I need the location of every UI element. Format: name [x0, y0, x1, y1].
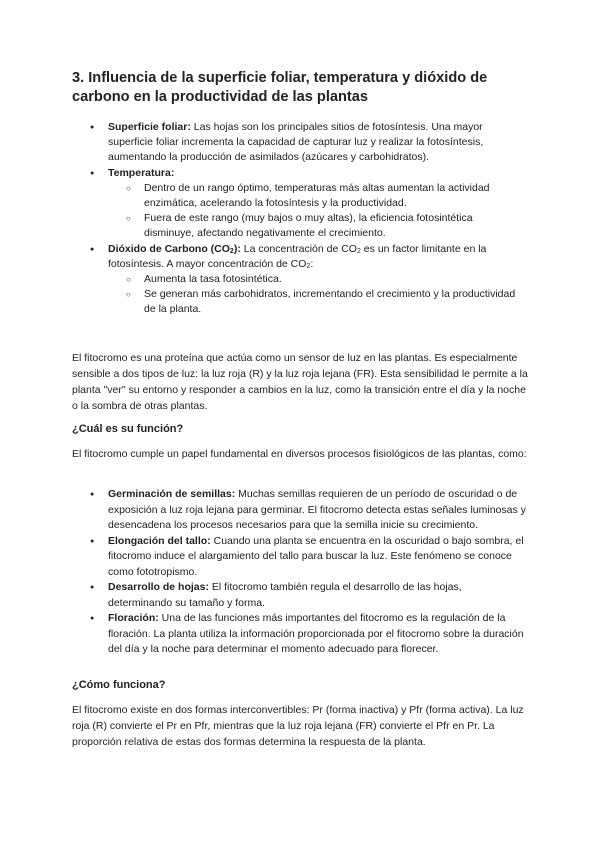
como-heading: ¿Cómo funciona?: [72, 679, 166, 691]
funciones-list: [108, 487, 528, 658]
sublist-item: ○ Aumenta la tasa fotosintética.: [144, 272, 518, 287]
term-dioxido-carbono: Dióxido de Carbono $(CO_2)$:: [108, 242, 241, 255]
fitocromo-intro: El fitocromo es una proteína que actúa como un sensor de luz en las plantas. Es especialmente sensible a dos tipos de luz: la luz roja (R) y la luz roja lejana (FR). Esta sensibilidad le permite a la planta "ver" su entorno y responder a cambios en la luz, como la transición entre el día y la noche o la sombra de otras plantas.: [72, 352, 528, 412]
sublist-item: ○ Dentro de un rango óptimo, temperaturas más altas aumentan la actividad enzimática, acelerando la fotosíntesis y la productividad.: [144, 181, 518, 211]
funcion-text: Muchas semillas requieren de un período de oscuridad o de exposición a luz roja lejana para germinar. El fitocromo detecta estas señales luminosas y desencadena los procesos necesarios para que la semilla inicie su crecimiento.: [108, 488, 526, 531]
list-item: [108, 487, 528, 534]
list-item-superficie-foliar: [108, 120, 518, 166]
funcion-term: Desarrollo de hojas:: [108, 581, 209, 593]
co2-sublist: [144, 272, 518, 318]
temperatura-sublist: [144, 181, 518, 242]
term-superficie-foliar: Superficie foliar:: [108, 121, 191, 133]
funcion-term: Elongación del tallo:: [108, 534, 211, 547]
funcion-text: El fitocromo también regula el desarrollo de las hojas, determinando su tamaño y forma.: [108, 581, 462, 609]
text-superficie-foliar: Las hojas son los principales sitios de fotosíntesis. Una mayor superficie foliar incrementa la capacidad de capturar luz y realizar la fotosíntesis, aumentando la producción de asimilados (azúcares y carbohidratos).: [108, 121, 484, 164]
section-title: 3. Influencia de la superficie foliar, temperatura y dióxido de carbono en la productividad de las plantas: [72, 70, 488, 105]
sublist-item: ○ Se generan más carbohidratos, incrementando el crecimiento y la productividad de la planta.: [144, 287, 518, 317]
text-dioxido-carbono: La concentración de $CO_2$ es un factor limitante en la fotosíntesis. A mayor concentración de $CO_2$:: [108, 242, 487, 270]
list-item-temperatura: [108, 166, 518, 242]
funcion-text: Cuando una planta se encuentra en la oscuridad o bajo sombra, el fitocromo induce el alargamiento del tallo para buscar la luz. Este fenómeno se conoce como fototropismo.: [108, 534, 524, 578]
term-temperatura: Temperatura:: [108, 166, 175, 179]
funcion-intro: El fitocromo cumple un papel fundamental en diversos procesos fisiológicos de las plantas, como:: [72, 448, 527, 460]
como-text: El fitocromo existe en dos formas interconvertibles: Pr (forma inactiva) y Pfr (forma activa). La luz roja (R) convierte el Pr en Pfr, mientras que la luz roja lejana (FR) convierte el Pfr en Pr. La proporción relativa de estas dos formas determina la respuesta de la planta.: [72, 704, 524, 748]
funcion-term: Floración:: [108, 612, 159, 624]
list-item: [108, 580, 528, 611]
list-item: [108, 611, 528, 658]
factors-list: [108, 120, 518, 318]
funcion-term: Germinación de semillas:: [108, 488, 236, 500]
funcion-text: Una de las funciones más importantes del fitocromo es la regulación de la floración. La planta utiliza la información proporcionada por el fitocromo sobre la duración del día y la noche para determinar el momento adecuado para florecer.: [108, 612, 524, 655]
funcion-heading: ¿Cuál es su función?: [72, 423, 184, 435]
sublist-item: ○ Fuera de este rango (muy bajos o muy altas), la eficiencia fotosintética disminuye, afectando negativamente el crecimiento.: [144, 211, 518, 241]
list-item-dioxido-carbono: [108, 242, 518, 318]
list-item: [108, 534, 528, 581]
